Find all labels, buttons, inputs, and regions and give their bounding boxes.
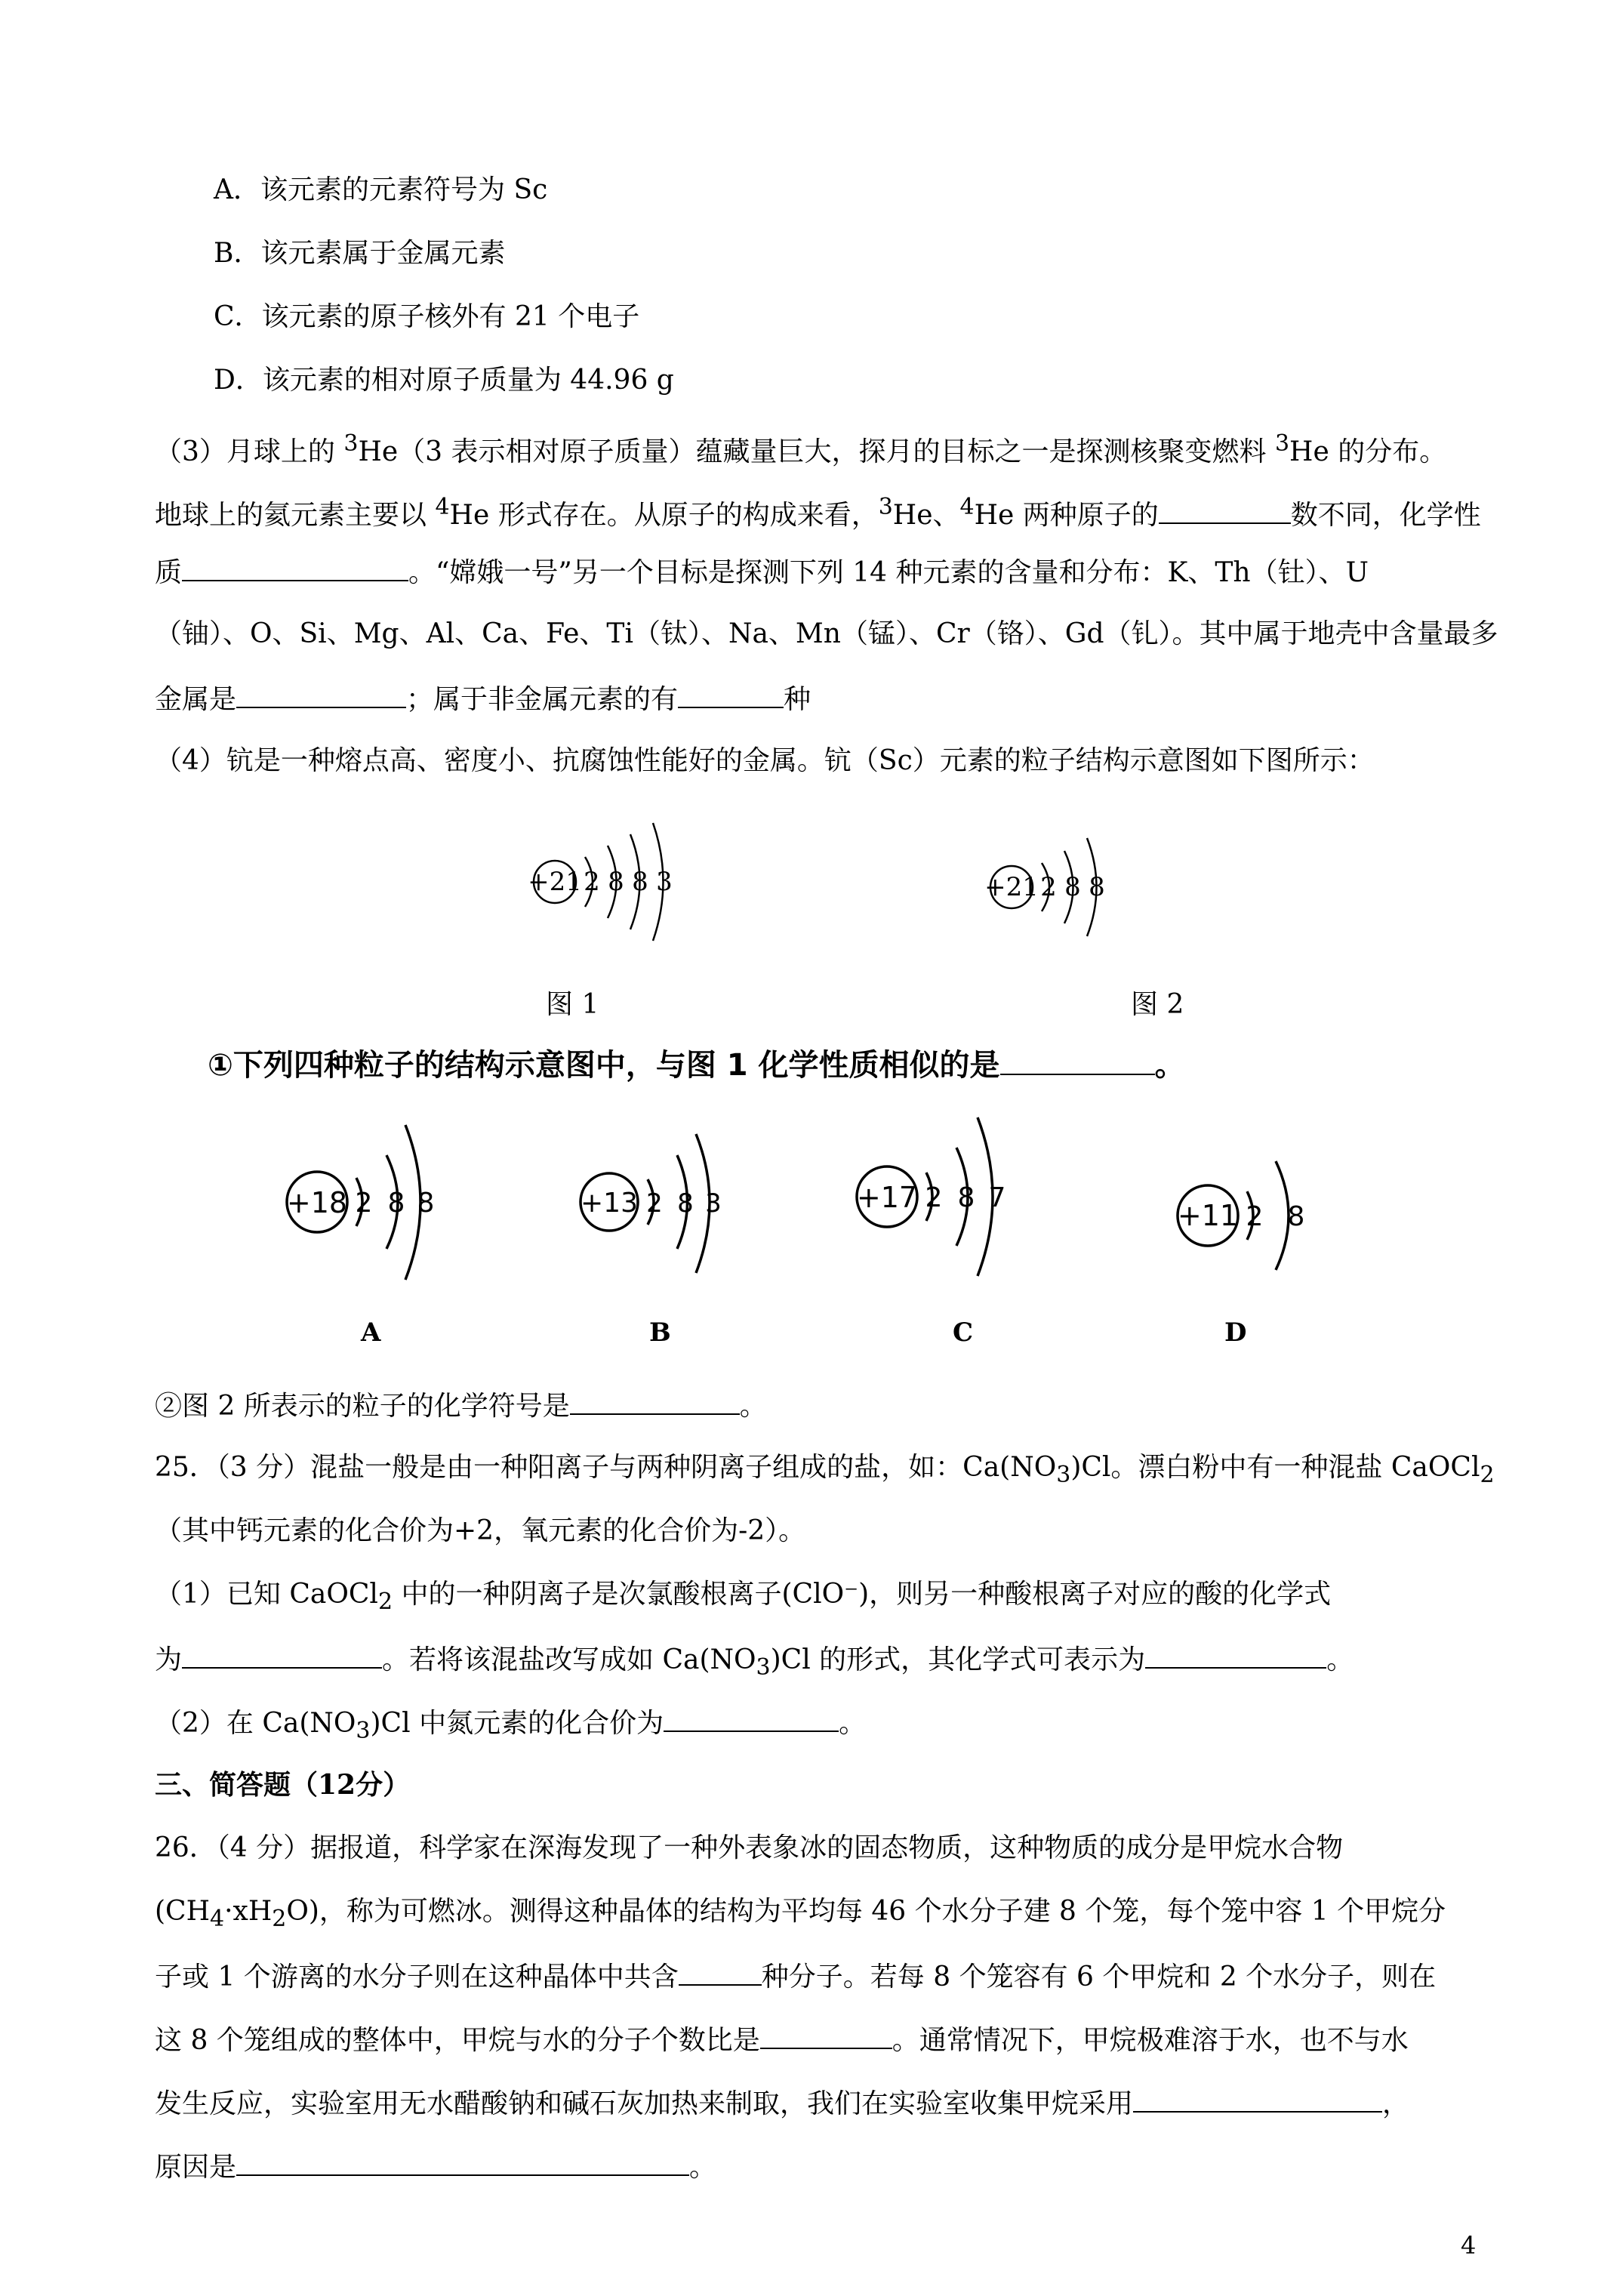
q25-line1: 25．（3 分）混盐一般是由一种阳离子与两种阴离子组成的盐，如：$Ca(NO_3)Cl$。漂白粉中有一种混盐 CaOCl$_2$: [155, 1452, 1495, 1489]
shell-count: 3: [705, 1188, 722, 1219]
shell-count: 2: [355, 1188, 373, 1219]
nucleus-charge: +17: [856, 1181, 918, 1214]
shell-count: 8: [1287, 1201, 1305, 1232]
shell-count: 8: [957, 1182, 975, 1213]
q26-line6: 原因是 。: [155, 2149, 716, 2184]
shell-count: 8: [417, 1188, 435, 1219]
q25-line3: （1）已知 CaOCl$_2$ 中的一种阴离子是次氯酸根离子(ClO⁻)，则另一种酸根离子对应的酸的化学式: [155, 1579, 1332, 1616]
shell-count: 7: [988, 1182, 1006, 1213]
q3-line4: （铀）、O、Si、Mg、Al、Ca、Fe、Ti（钛）、Na、Mn（锰）、Cr（铬）、Gd（钆）。其中属于地壳中含量最多: [155, 618, 1498, 649]
answer-blank[interactable]: [678, 681, 784, 708]
answer-blank[interactable]: [1133, 2085, 1382, 2113]
q4-sub1: ①下列四种粒子的结构示意图中，与图 1 化学性质相似的是 。: [208, 1048, 1185, 1083]
shell-count: 8: [632, 867, 648, 897]
page-number: 4: [1461, 2231, 1477, 2260]
q3-line5: 金属是 ；属于非金属元素的有 种: [155, 681, 811, 717]
answer-blank[interactable]: [1000, 1046, 1155, 1075]
choice-c-atom-diagram: [851, 1114, 1047, 1287]
answer-blank[interactable]: [236, 681, 406, 708]
option-d: D．该元素的相对原子质量为 44.96 g: [214, 365, 674, 396]
answer-blank[interactable]: [182, 1641, 382, 1669]
fig1-atom-diagram: [528, 823, 725, 944]
choice-b-label: B: [649, 1318, 671, 1348]
choice-d-atom-diagram: [1172, 1148, 1338, 1299]
q3-line3: 质 。“嫦娥一号”另一个目标是探测下列 14 种元素的含量和分布：K、Th（钍）、U: [155, 554, 1369, 590]
section-heading: 三、简答题（12分）: [155, 1769, 411, 1801]
q26-line3: 子或 1 个游离的水分子则在这种晶体中共含 种分子。若每 8 个笼容有 6 个甲烷和 2 个水分子，则在: [155, 1959, 1436, 1994]
q25-line4: 为 。若将该混盐改写成如 $Ca(NO_3)Cl$ 的形式，其化学式可表示为 。: [155, 1641, 1354, 1684]
shell-count: 8: [608, 867, 624, 897]
shell-count: 2: [1040, 872, 1057, 902]
choice-c-label: C: [953, 1318, 974, 1348]
fig2-caption: 图 2: [1131, 989, 1184, 1020]
answer-blank[interactable]: [664, 1705, 839, 1732]
shell-count: 8: [1064, 872, 1081, 902]
option-c: C．该元素的原子核外有 21 个电子: [214, 301, 640, 332]
q3-line2: 地球上的氦元素主要以 $^4$He 形式存在。从原子的构成来看，$^3$He、$^4$He 两种原子的 数不同，化学性: [155, 494, 1481, 531]
fig1-caption: 图 1: [546, 989, 599, 1020]
choice-a-atom-diagram: [281, 1121, 477, 1295]
q26-line5: 发生反应，实验室用无水醋酸钠和碱石灰加热来制取，我们在实验室收集甲烷采用 ，: [155, 2085, 1409, 2121]
nucleus-charge: +21: [528, 867, 582, 897]
shell-count: 2: [925, 1182, 943, 1213]
nucleus-charge: +21: [984, 872, 1039, 902]
choice-d-label: D: [1224, 1318, 1247, 1348]
fig2-atom-diagram: [985, 834, 1151, 955]
q4-sub2: ②图 2 所表示的粒子的化学符号是 。: [155, 1388, 767, 1423]
q3-line1: （3）月球上的 $^3$He（3 表示相对原子质量）蕴藏量巨大，探月的目标之一是探测核聚变燃料 $^3$He 的分布。: [155, 430, 1447, 467]
answer-blank[interactable]: [236, 2149, 689, 2176]
shell-count: 2: [1246, 1201, 1264, 1232]
q26-line4: 这 8 个笼组成的整体中，甲烷与水的分子个数比是 。通常情况下，甲烷极难溶于水，也不与水: [155, 2022, 1409, 2057]
option-b: B．该元素属于金属元素: [214, 238, 506, 269]
choice-b-atom-diagram: [575, 1133, 756, 1284]
answer-blank[interactable]: [760, 2022, 892, 2049]
q25-line2: （其中钙元素的化合价为+2，氧元素的化合价为-2）。: [155, 1515, 806, 1546]
q26-line1: 26．（4 分）据报道，科学家在深海发现了一种外表象冰的固态物质，这种物质的成分是甲烷水合物: [155, 1832, 1344, 1863]
answer-blank[interactable]: [1145, 1641, 1326, 1669]
answer-blank[interactable]: [182, 554, 408, 581]
answer-blank[interactable]: [1159, 497, 1291, 524]
q25-line5: （2）在 $Ca(NO_3)Cl$ 中氮元素的化合价为 。: [155, 1705, 866, 1748]
answer-blank[interactable]: [679, 1959, 762, 1986]
shell-count: 8: [387, 1188, 405, 1219]
shell-count: 3: [656, 867, 673, 897]
option-a: A．该元素的元素符号为 Sc: [214, 174, 548, 205]
q4-intro: （4）钪是一种熔点高、密度小、抗腐蚀性能好的金属。钪（Sc）元素的粒子结构示意图如下图所示：: [155, 745, 1375, 776]
shell-count: 2: [584, 867, 600, 897]
choice-a-label: A: [361, 1318, 381, 1348]
answer-blank[interactable]: [570, 1388, 740, 1415]
shell-count: 8: [1089, 872, 1105, 902]
shell-count: 2: [646, 1188, 663, 1219]
nucleus-charge: +11: [1177, 1199, 1239, 1232]
shell-count: 8: [677, 1188, 694, 1219]
nucleus-charge: +13: [581, 1188, 638, 1219]
q26-line2: $(CH_4\cdot xH_2O)$，称为可燃冰。测得这种晶体的结构为平均每 46 个水分子建 8 个笼，每个笼中容 1 个甲烷分: [155, 1896, 1446, 1933]
nucleus-charge: +18: [286, 1186, 348, 1219]
